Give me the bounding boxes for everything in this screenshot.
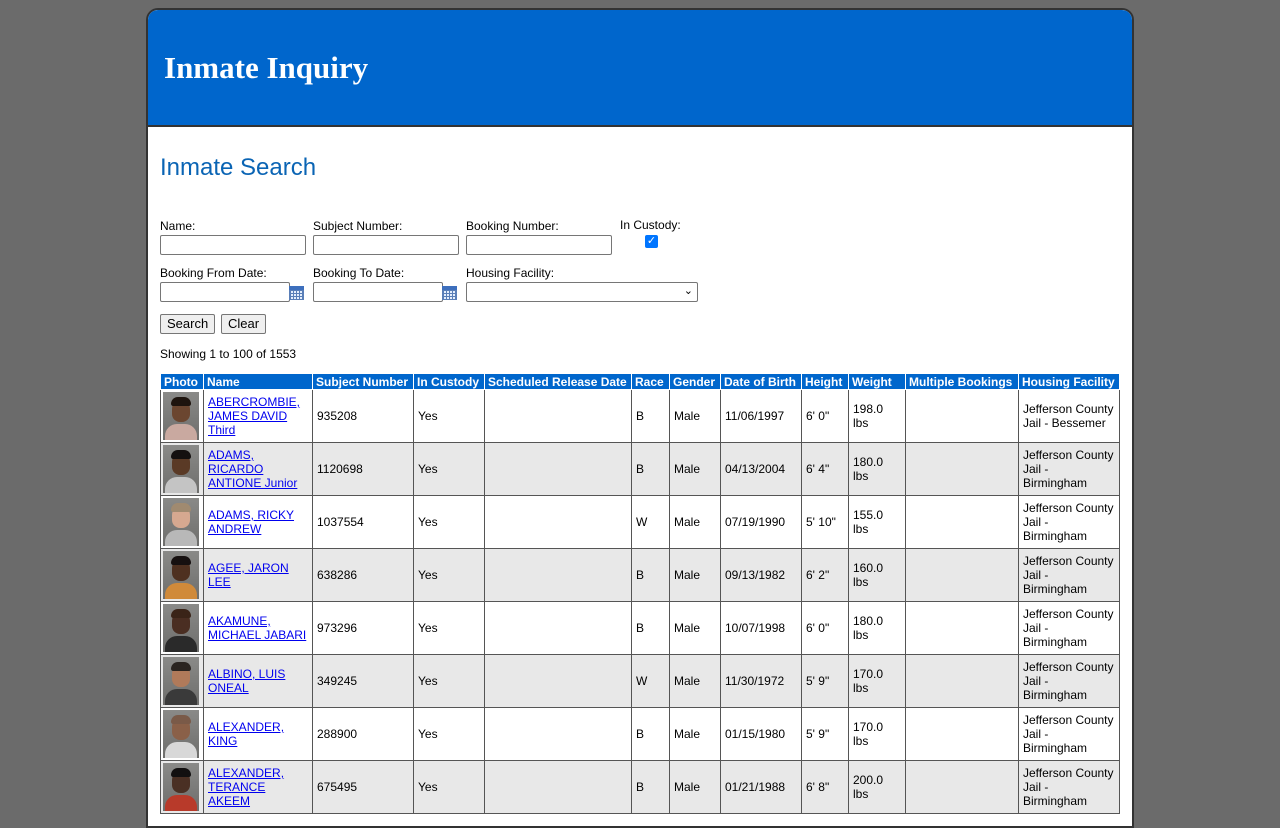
weight-cell: 170.0 lbs <box>849 708 906 761</box>
date-of-birth-cell: 01/21/1988 <box>721 761 802 814</box>
in-custody-cell: Yes <box>414 708 485 761</box>
multiple-bookings-cell <box>906 443 1019 496</box>
weight-cell: 198.0 lbs <box>849 390 906 443</box>
name-line: KING <box>208 734 238 748</box>
name-line: ADAMS, RICKY <box>208 508 295 522</box>
name-cell <box>204 443 313 496</box>
inmate-name-link[interactable] <box>208 614 306 642</box>
release-date-cell <box>485 655 632 708</box>
photo-body <box>165 477 197 493</box>
subject-number-cell: 349245 <box>313 655 414 708</box>
name-line: ANTIONE Junior <box>208 476 298 490</box>
column-header: Multiple Bookings <box>906 374 1019 390</box>
housing-facility-cell <box>1019 761 1120 814</box>
mugshot-photo[interactable] <box>163 710 199 758</box>
inmate-name-link[interactable] <box>208 395 300 437</box>
inmate-name-link[interactable] <box>208 561 289 589</box>
search-section <box>160 138 1122 808</box>
date-of-birth-cell: 09/13/1982 <box>721 549 802 602</box>
housing-facility-select[interactable] <box>466 282 698 302</box>
table-row <box>161 602 1120 655</box>
gender-cell: Male <box>670 443 721 496</box>
custody-field-group <box>620 218 690 254</box>
header-banner <box>148 10 1132 127</box>
name-line: JAMES DAVID <box>208 409 288 423</box>
date-of-birth-cell: 07/19/1990 <box>721 496 802 549</box>
facility-line: Jefferson County <box>1023 607 1114 621</box>
name-cell <box>204 708 313 761</box>
facility-line: Jefferson County <box>1023 713 1114 727</box>
inmate-name-link[interactable] <box>208 720 284 748</box>
to-date-field-group <box>313 266 443 302</box>
photo-hair <box>171 450 191 459</box>
height-cell: 5' 10" <box>802 496 849 549</box>
column-header: Housing Facility <box>1019 374 1120 390</box>
photo-body <box>165 636 197 652</box>
result-count: Showing 1 to 100 of 1553 <box>160 347 297 361</box>
photo-hair <box>171 768 191 777</box>
name-field-group <box>160 219 306 255</box>
column-header: Subject Number <box>313 374 414 390</box>
weight-cell: 200.0 lbs <box>849 761 906 814</box>
name-line: LEE <box>208 575 231 589</box>
facility-line: Jail - Birmingham <box>1023 727 1088 755</box>
name-line: ABERCROMBIE, <box>208 395 301 409</box>
subject-number-cell: 1120698 <box>313 443 414 496</box>
facility-line: Jail - Bessemer <box>1023 416 1106 430</box>
facility-line: Jefferson County <box>1023 501 1114 515</box>
name-line: AKAMUNE, <box>208 614 271 628</box>
race-cell: B <box>632 549 670 602</box>
facility-line: Jefferson County <box>1023 660 1114 674</box>
calendar-icon[interactable] <box>442 286 457 300</box>
subject-field-group <box>313 219 459 255</box>
weight-cell: 180.0 lbs <box>849 602 906 655</box>
photo-cell <box>161 443 204 496</box>
weight-cell: 155.0 lbs <box>849 496 906 549</box>
booking-number-input[interactable] <box>466 235 612 255</box>
height-cell: 6' 0" <box>802 602 849 655</box>
column-header: Race <box>632 374 670 390</box>
housing-facility-cell <box>1019 708 1120 761</box>
name-line: RICARDO <box>208 462 264 476</box>
in-custody-checkbox[interactable]: ✓ <box>646 235 657 247</box>
race-cell: W <box>632 496 670 549</box>
mugshot-photo[interactable] <box>163 392 199 440</box>
photo-hair <box>171 397 191 406</box>
page-container <box>146 8 1134 828</box>
search-title: Inmate Search <box>160 154 317 181</box>
race-cell: B <box>632 761 670 814</box>
multiple-bookings-cell <box>906 390 1019 443</box>
date-of-birth-cell: 11/06/1997 <box>721 390 802 443</box>
subject-number-cell: 935208 <box>313 390 414 443</box>
column-header: Height <box>802 374 849 390</box>
name-cell <box>204 602 313 655</box>
subject-number-cell: 675495 <box>313 761 414 814</box>
release-date-cell <box>485 496 632 549</box>
facility-line: Jail - Birmingham <box>1023 674 1088 702</box>
multiple-bookings-cell <box>906 496 1019 549</box>
photo-cell <box>161 549 204 602</box>
date-of-birth-cell: 10/07/1998 <box>721 602 802 655</box>
facility-line: Jail - Birmingham <box>1023 568 1088 596</box>
table-row <box>161 496 1120 549</box>
mugshot-photo[interactable] <box>163 604 199 652</box>
gender-cell: Male <box>670 655 721 708</box>
photo-hair <box>171 556 191 565</box>
name-line: AGEE, JARON <box>208 561 289 575</box>
table-row <box>161 708 1120 761</box>
booking-from-date-label: Booking From Date: <box>160 266 267 280</box>
booking-field-group <box>466 219 612 255</box>
race-cell: B <box>632 602 670 655</box>
facility-field-group <box>466 266 698 302</box>
name-cell <box>204 549 313 602</box>
photo-body <box>165 424 197 440</box>
release-date-cell <box>485 761 632 814</box>
housing-facility-cell <box>1019 549 1120 602</box>
weight-cell: 160.0 lbs <box>849 549 906 602</box>
column-header: Gender <box>670 374 721 390</box>
facility-line: Jefferson County <box>1023 554 1114 568</box>
name-cell <box>204 761 313 814</box>
date-of-birth-cell: 11/30/1972 <box>721 655 802 708</box>
column-header: Scheduled Release Date <box>485 374 632 390</box>
from-date-field-group <box>160 266 290 302</box>
name-line: ANDREW <box>208 522 262 536</box>
height-cell: 5' 9" <box>802 708 849 761</box>
photo-body <box>165 795 197 811</box>
mugshot-photo[interactable] <box>163 551 199 599</box>
subject-number-cell: 288900 <box>313 708 414 761</box>
housing-facility-label: Housing Facility: <box>466 266 555 280</box>
table-row <box>161 655 1120 708</box>
gender-cell: Male <box>670 602 721 655</box>
photo-body <box>165 742 197 758</box>
name-line: Third <box>208 423 236 437</box>
subject-number-label: Subject Number: <box>313 219 403 233</box>
height-cell: 6' 2" <box>802 549 849 602</box>
name-line: AKEEM <box>208 794 251 808</box>
booking-to-date-label: Booking To Date: <box>313 266 405 280</box>
photo-cell <box>161 708 204 761</box>
inmate-name-link[interactable] <box>208 667 285 695</box>
height-cell: 6' 4" <box>802 443 849 496</box>
name-label: Name: <box>160 219 196 233</box>
name-line: ONEAL <box>208 681 249 695</box>
race-cell: B <box>632 443 670 496</box>
race-cell: B <box>632 390 670 443</box>
gender-cell: Male <box>670 390 721 443</box>
housing-facility-cell <box>1019 496 1120 549</box>
name-line: ALEXANDER, <box>208 720 285 734</box>
column-header: In Custody <box>414 374 485 390</box>
multiple-bookings-cell <box>906 761 1019 814</box>
photo-cell <box>161 602 204 655</box>
subject-number-cell: 973296 <box>313 602 414 655</box>
in-custody-cell: Yes <box>414 443 485 496</box>
column-header: Photo <box>161 374 204 390</box>
release-date-cell <box>485 390 632 443</box>
mugshot-photo[interactable] <box>163 763 199 811</box>
facility-line: Jail - Birmingham <box>1023 515 1088 543</box>
multiple-bookings-cell <box>906 549 1019 602</box>
height-cell: 6' 0" <box>802 390 849 443</box>
photo-hair <box>171 715 191 724</box>
table-row <box>161 549 1120 602</box>
race-cell: W <box>632 655 670 708</box>
table-row <box>161 443 1120 496</box>
facility-line: Jefferson County <box>1023 766 1114 780</box>
release-date-cell <box>485 443 632 496</box>
table-row <box>161 761 1120 814</box>
mugshot-photo[interactable] <box>163 445 199 493</box>
gender-cell: Male <box>670 761 721 814</box>
photo-cell <box>161 496 204 549</box>
photo-cell <box>161 655 204 708</box>
photo-body <box>165 689 197 705</box>
name-input[interactable] <box>160 235 306 255</box>
subject-number-input[interactable] <box>313 235 459 255</box>
in-custody-cell: Yes <box>414 655 485 708</box>
name-cell <box>204 655 313 708</box>
subject-number-cell: 638286 <box>313 549 414 602</box>
inmate-name-link[interactable] <box>208 508 294 536</box>
gender-cell: Male <box>670 708 721 761</box>
photo-body <box>165 583 197 599</box>
housing-facility-cell <box>1019 602 1120 655</box>
column-header: Weight <box>849 374 906 390</box>
facility-line: Jail - Birmingham <box>1023 462 1088 490</box>
subject-number-cell: 1037554 <box>313 496 414 549</box>
name-line: ALEXANDER, <box>208 766 285 780</box>
photo-cell <box>161 390 204 443</box>
gender-cell: Male <box>670 549 721 602</box>
inmate-name-link[interactable] <box>208 448 297 490</box>
inmate-name-link[interactable] <box>208 766 284 808</box>
name-line: ADAMS, <box>208 448 255 462</box>
results-table <box>160 373 1120 814</box>
height-cell: 5' 9" <box>802 655 849 708</box>
booking-to-date-input[interactable] <box>313 282 443 302</box>
name-cell <box>204 390 313 443</box>
photo-cell <box>161 761 204 814</box>
table-row <box>161 390 1120 443</box>
column-header: Date of Birth <box>721 374 802 390</box>
release-date-cell <box>485 549 632 602</box>
gender-cell: Male <box>670 496 721 549</box>
column-header: Name <box>204 374 313 390</box>
in-custody-label: In Custody: <box>620 218 681 232</box>
mugshot-photo[interactable] <box>163 657 199 705</box>
chevron-down-icon: ⌄ <box>683 285 693 297</box>
release-date-cell <box>485 602 632 655</box>
height-cell: 6' 8" <box>802 761 849 814</box>
weight-cell: 170.0 lbs <box>849 655 906 708</box>
calendar-icon[interactable] <box>289 286 304 300</box>
multiple-bookings-cell <box>906 655 1019 708</box>
table-header-row <box>161 374 1120 390</box>
in-custody-cell: Yes <box>414 602 485 655</box>
weight-cell: 180.0 lbs <box>849 443 906 496</box>
booking-number-label: Booking Number: <box>466 219 559 233</box>
photo-hair <box>171 662 191 671</box>
housing-facility-cell <box>1019 655 1120 708</box>
facility-line: Jefferson County <box>1023 402 1114 416</box>
name-cell <box>204 496 313 549</box>
name-line: ALBINO, LUIS <box>208 667 286 681</box>
photo-hair <box>171 503 191 512</box>
date-of-birth-cell: 04/13/2004 <box>721 443 802 496</box>
multiple-bookings-cell <box>906 708 1019 761</box>
in-custody-cell: Yes <box>414 761 485 814</box>
name-line: MICHAEL JABARI <box>208 628 307 642</box>
housing-facility-cell <box>1019 443 1120 496</box>
booking-from-date-input[interactable] <box>160 282 290 302</box>
mugshot-photo[interactable] <box>163 498 199 546</box>
page-title: Inmate Inquiry <box>164 50 369 85</box>
in-custody-cell: Yes <box>414 549 485 602</box>
clear-button[interactable]: Clear <box>221 314 266 334</box>
name-line: TERANCE <box>208 780 266 794</box>
photo-hair <box>171 609 191 618</box>
facility-line: Jail - Birmingham <box>1023 780 1088 808</box>
facility-line: Jefferson County <box>1023 448 1114 462</box>
date-of-birth-cell: 01/15/1980 <box>721 708 802 761</box>
photo-body <box>165 530 197 546</box>
race-cell: B <box>632 708 670 761</box>
housing-facility-cell <box>1019 390 1120 443</box>
facility-line: Jail - Birmingham <box>1023 621 1088 649</box>
release-date-cell <box>485 708 632 761</box>
search-button[interactable]: Search <box>160 314 215 334</box>
in-custody-cell: Yes <box>414 390 485 443</box>
in-custody-cell: Yes <box>414 496 485 549</box>
multiple-bookings-cell <box>906 602 1019 655</box>
